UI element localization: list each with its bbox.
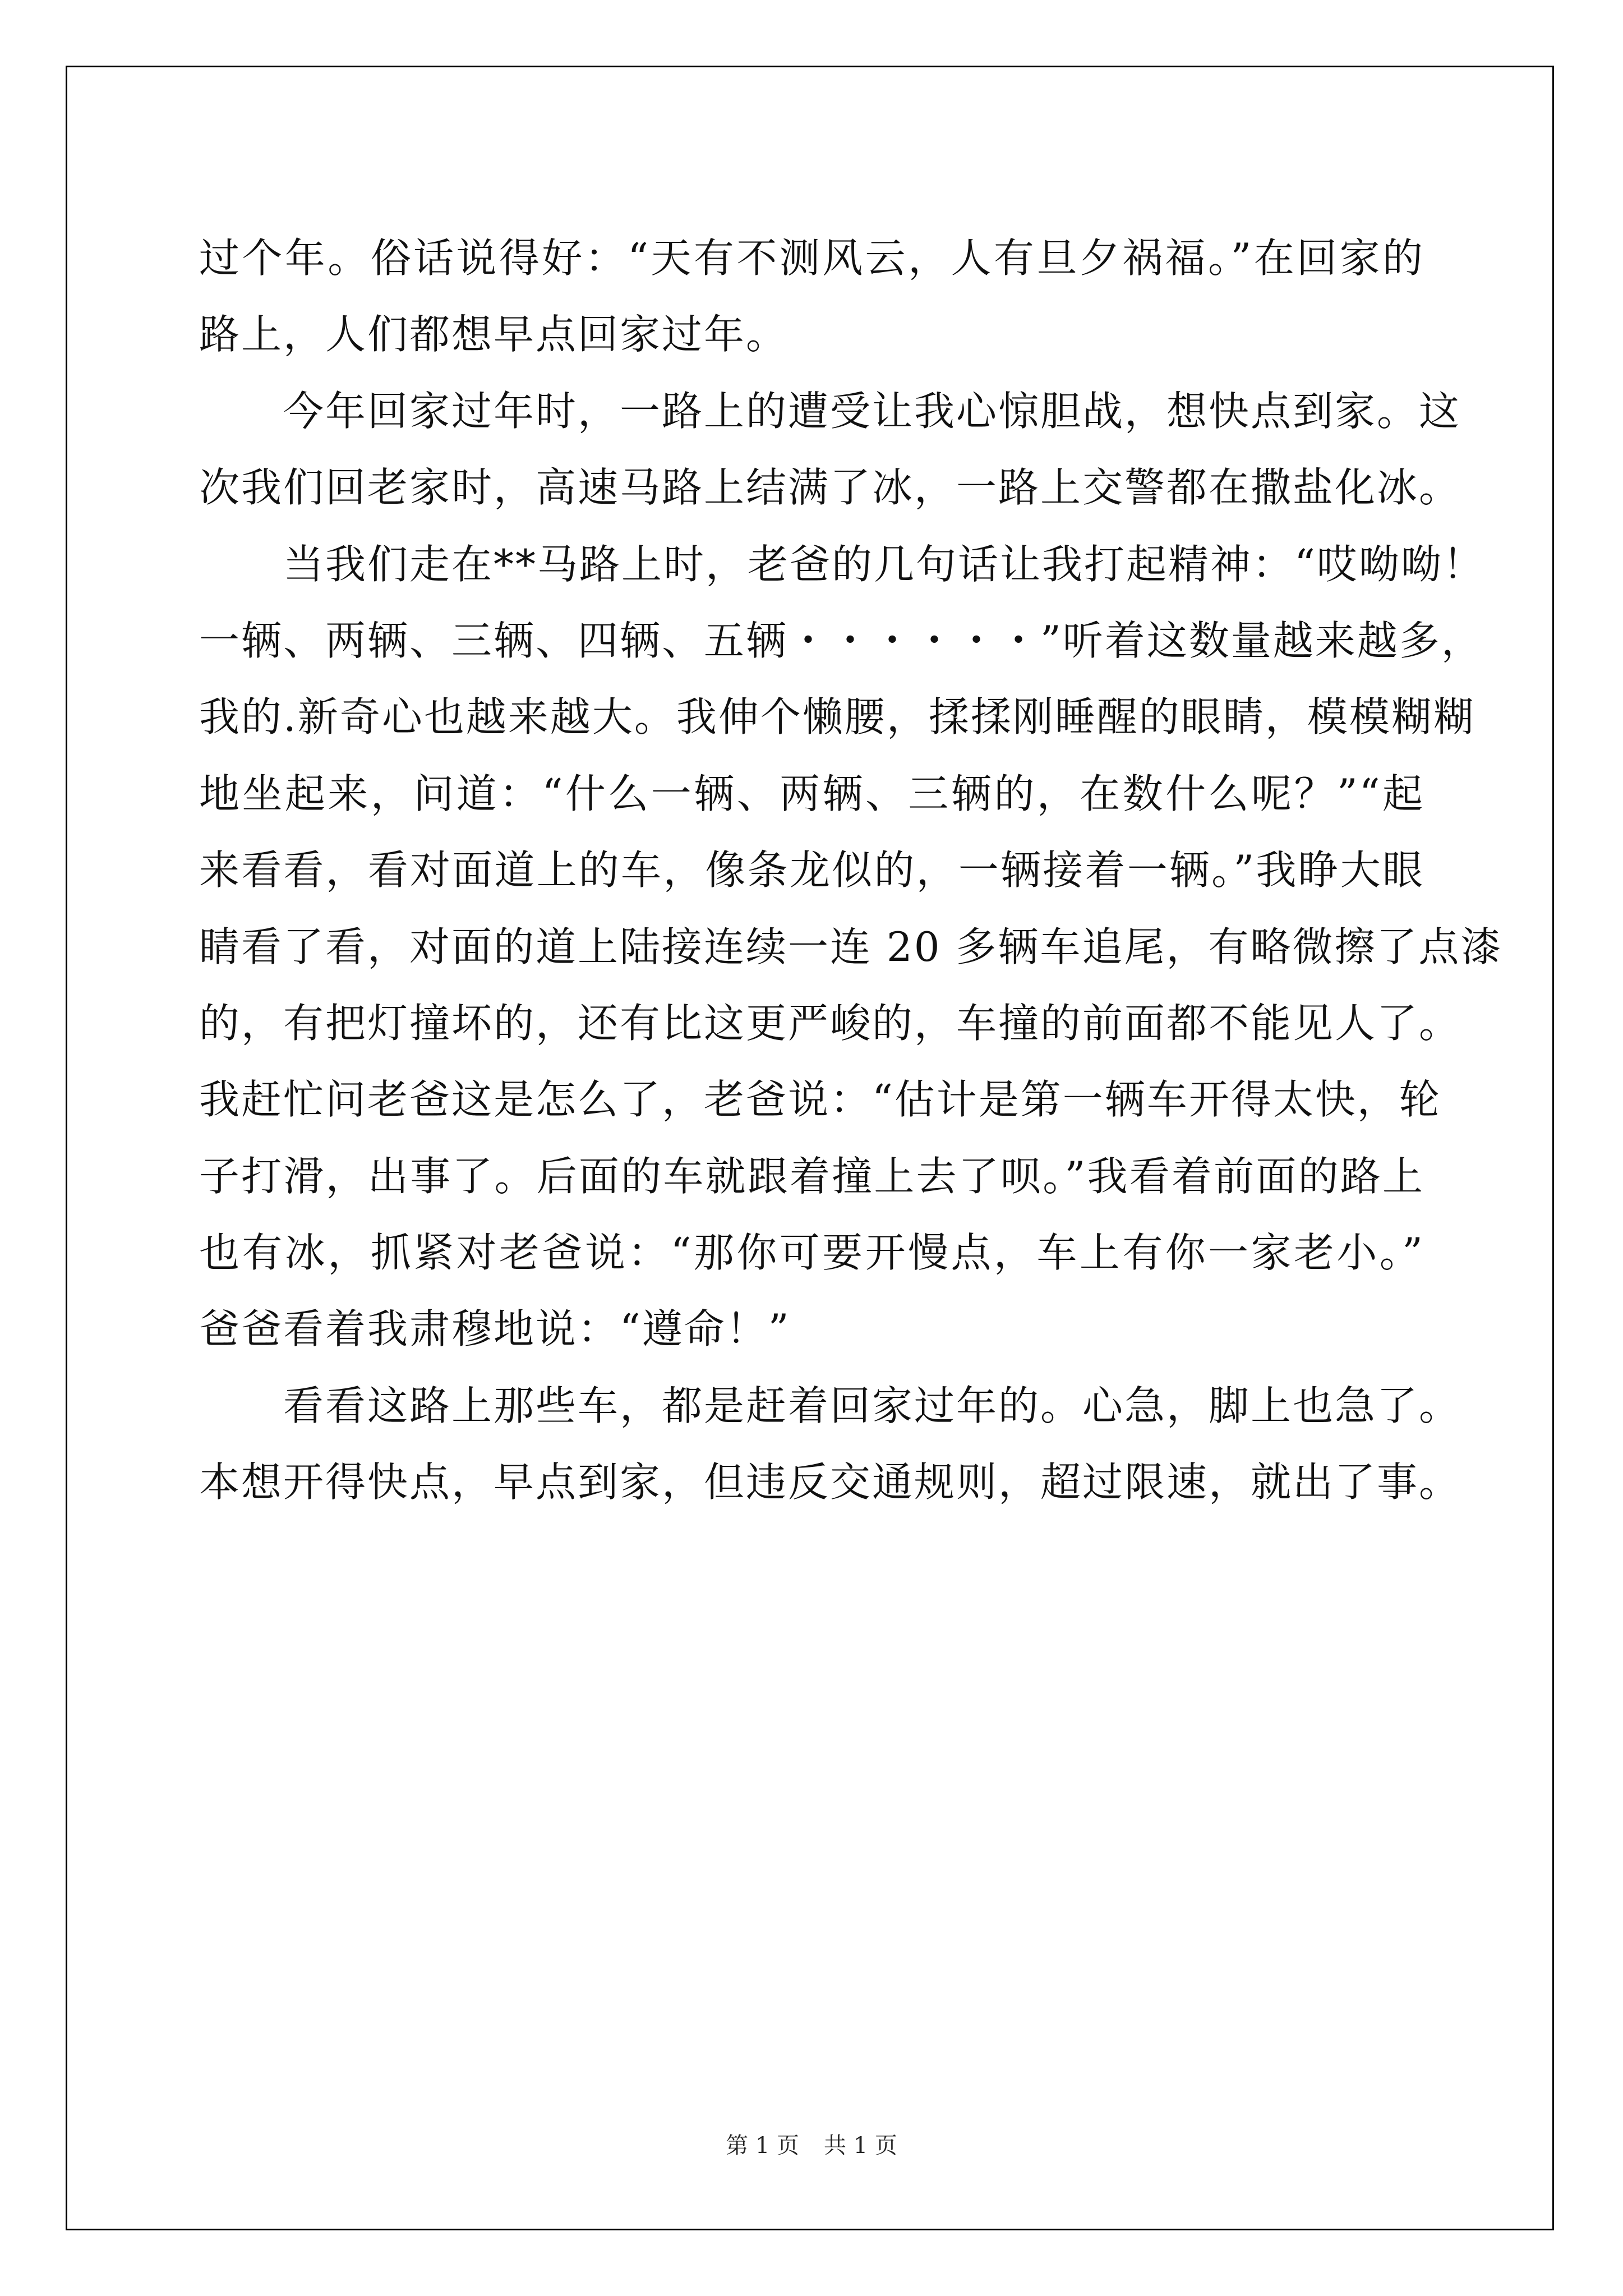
text-line: 次我们回老家时，高速马路上结满了冰，一路上交警都在撒盐化冰。 xyxy=(199,464,1461,512)
text-line: 我的.新奇心也越来越大。我伸个懒腰，揉揉刚睡醒的眼睛，模模糊糊 xyxy=(199,693,1476,741)
page-footer xyxy=(0,2129,1623,2162)
document-body xyxy=(199,220,1503,1521)
text-line: 爸爸看着我肃穆地说：“遵命！” xyxy=(199,1305,791,1353)
text-line: 睛看了看，对面的道上陆接连续一连 20 多辆车追尾，有略微擦了点漆 xyxy=(199,923,1503,970)
text-line: 也有冰，抓紧对老爸说：“那你可要开慢点，车上有你一家老小。” xyxy=(199,1229,1424,1277)
paragraph-first-line: 当我们走在**马路上时，老爸的几句话让我打起精神：“哎呦呦！ xyxy=(283,540,1485,588)
page-number: 第 1 页 xyxy=(726,2133,799,2159)
paragraph-first-line: 今年回家过年时，一路上的遭受让我心惊胆战，想快点到家。这 xyxy=(283,387,1461,435)
text-line: 本想开得快点，早点到家，但违反交通规则，超过限速，就出了事。 xyxy=(199,1458,1461,1506)
text-line: 子打滑，出事了。后面的车就跟着撞上去了呗。”我看着前面的路上 xyxy=(199,1152,1424,1200)
text-line: 一辆、两辆、三辆、四辆、五辆・・・・・・”听着这数量越来越多， xyxy=(199,616,1483,664)
text-line: 我赶忙问老爸这是怎么了，老爸说：“估计是第一辆车开得太快，轮 xyxy=(199,1076,1441,1124)
text-line: 路上，人们都想早点回家过年。 xyxy=(199,311,789,358)
text-line: 地坐起来，问道：“什么一辆、两辆、三辆的，在数什么呢？”“起 xyxy=(199,770,1424,817)
page-total: 共 1 页 xyxy=(824,2133,897,2159)
text-line: 的，有把灯撞坏的，还有比这更严峻的，车撞的前面都不能见人了。 xyxy=(199,999,1461,1047)
text-line: 来看看，看对面道上的车，像条龙似的，一辆接着一辆。”我睁大眼 xyxy=(199,846,1424,894)
paragraph-first-line: 看看这路上那些车，都是赶着回家过年的。心急，脚上也急了。 xyxy=(283,1382,1461,1429)
text-line: 过个年。俗话说得好：“天有不测风云，人有旦夕祸福。”在回家的 xyxy=(199,234,1424,282)
